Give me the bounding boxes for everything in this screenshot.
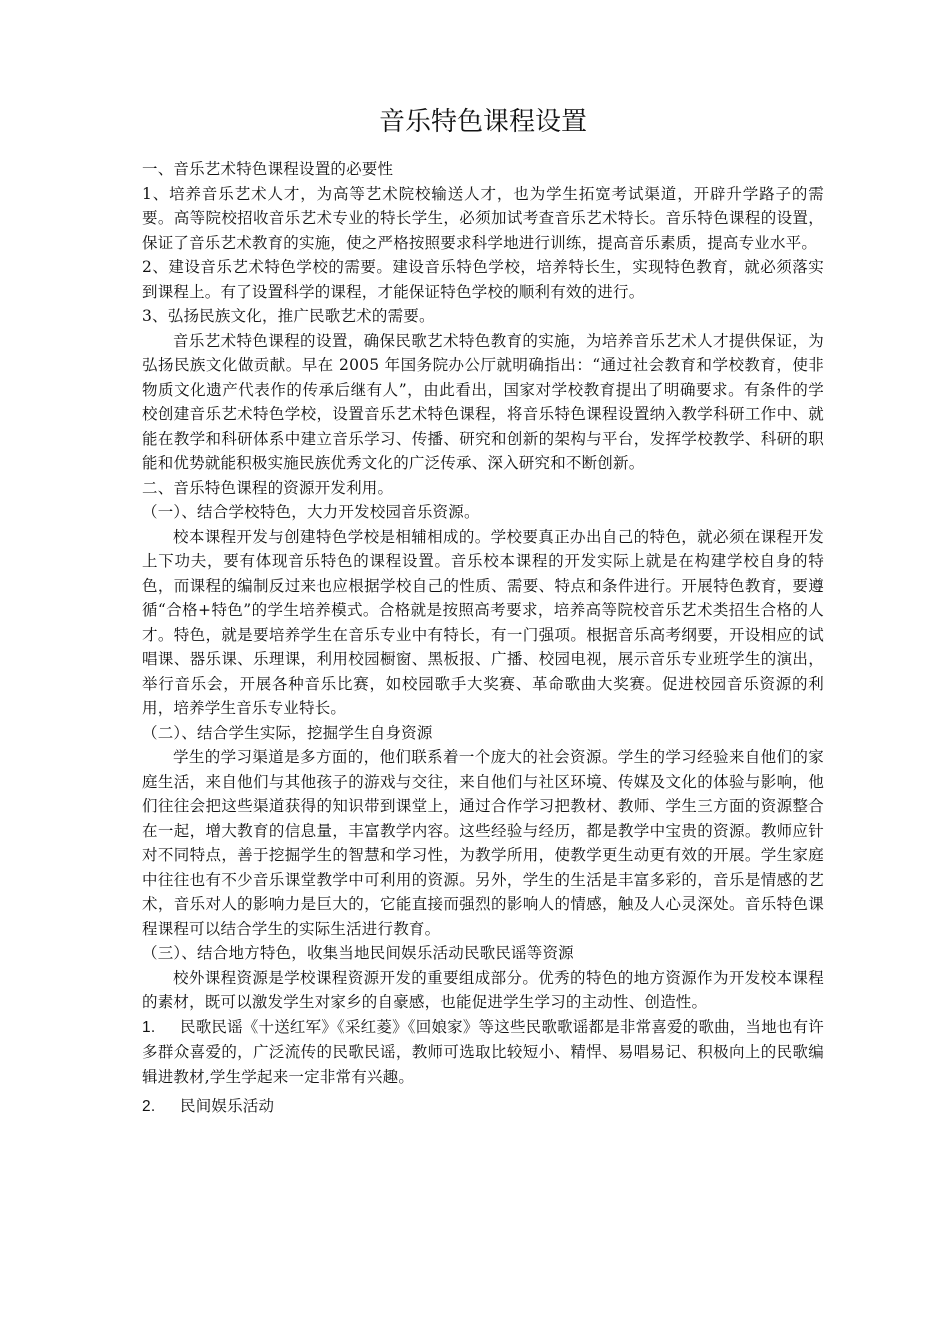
subsection-heading-1: （一）、结合学校特色，大力开发校园音乐资源。 bbox=[142, 503, 480, 521]
paragraph-7: 校外课程资源是学校课程资源开发的重要组成部分。优秀的特色的地方资源作为开发校本课程的素材，既可以激发学生对家乡的自豪感，也能促进学生学习的主动性、创造性。 bbox=[142, 968, 824, 1011]
list-item-1 bbox=[142, 1015, 824, 1090]
paragraph-3: 3、弘扬民族文化，推广民歌艺术的需要。 bbox=[142, 307, 435, 325]
document-title: 音乐特色课程设置 bbox=[378, 107, 587, 137]
paragraph-4: 音乐艺术特色课程的设置，确保民歌艺术特色教育的实施，为培养音乐艺术人才提供保证，为弘扬民族文化做贡献。早在 2005 年国务院办公厅就明确指出：“通过社会教育和学校教育，使非物质文化遗产代表作的传承后继有人”，由此看出，国家对学校教育提出了明确要求。有条件的学校创建音乐艺术特色学校，设置音乐艺术特色课程，将音乐特色课程设置纳入教学科研工作中、就能在教学和科研体系中建立音乐学习、传播、研究和创新的架构与平台，发挥学校教学、科研的职能和优势就能积极实施民族优秀文化的广泛传承、深入研究和不断创新。 bbox=[142, 331, 824, 472]
list-number: 2. bbox=[142, 1098, 156, 1115]
list-item-text: 民歌民谣《十送红军》《采红菱》《回娘家》等这些民歌歌谣都是非常喜爱的歌曲，当地也有许多群众喜爱的，广泛流传的民歌民谣，教师可选取比较短小、精悍、易唱易记、积极向上的民歌编辑进教材,学生学起来一定非常有兴趣。 bbox=[142, 1017, 824, 1086]
paragraph-6: 学生的学习渠道是多方面的，他们联系着一个庞大的社会资源。学生的学习经验来自他们的家庭生活，来自他们与其他孩子的游戏与交往，来自他们与社区环境、传媒及文化的体验与影响，他们往往会把这些渠道获得的知识带到课堂上，通过合作学习把教材、教师、学生三方面的资源整合在一起，增大教育的信息量，丰富教学内容。这些经验与经历，都是教学中宝贵的资源。教师应针对不同特点，善于挖掘学生的智慧和学习性，为教学所用，使教学更生动更有效的开展。学生家庭中往往也有不少音乐课堂教学中可利用的资源。另外，学生的生活是丰富多彩的，音乐是情感的艺术，音乐对人的影响力是巨大的，它能直接而强烈的影响人的情感，触及人心灵深处。音乐特色课程课程可以结合学生的实际生活进行教育。 bbox=[142, 748, 824, 938]
section-heading-2: 二、音乐特色课程的资源开发利用。 bbox=[142, 478, 394, 497]
list-number: 1. bbox=[142, 1018, 156, 1036]
paragraph-2: 2、建设音乐艺术特色学校的需要。建设音乐特色学校，培养特长生，实现特色教育，就必须落实到课程上。有了设置科学的课程，才能保证特色学校的顺利有效的进行。 bbox=[142, 258, 824, 301]
list-item-2 bbox=[142, 1094, 824, 1120]
paragraph-5: 校本课程开发与创建特色学校是相辅相成的。学校要真正办出自己的特色，就必须在课程开发上下功夫，要有体现音乐特色的课程设置。音乐校本课程的开发实际上就是在构建学校自身的特色，而课程的编制反过来也应根据学校自己的性质、需要、特点和条件进行。开展特色教育，要遵循“合格+特色”的学生培养模式。合格就是按照高考要求，培养高等院校音乐艺术类招生合格的人才。特色，就是要培养学生在音乐专业中有特长，有一门强项。根据音乐高考纲要，开设相应的试唱课、器乐课、乐理课，利用校园橱窗、黑板报、广播、校园电视，展示音乐专业班学生的演出，举行音乐会，开展各种音乐比赛，如校园歌手大奖赛、革命歌曲大奖赛。促进校园音乐资源的利用，培养学生音乐专业特长。 bbox=[142, 527, 824, 717]
paragraph-1: 1、培养音乐艺术人才，为高等艺术院校输送人才，也为学生拓宽考试渠道，开辟升学路子的需要。高等院校招收音乐艺术专业的特长学生，必须加试考查音乐艺术特长。音乐特色课程的设置，保证了音乐艺术教育的实施，使之严格按照要求科学地进行训练，提高音乐素质，提高专业水平。 bbox=[142, 184, 824, 252]
list-item-text: 民间娱乐活动 bbox=[180, 1097, 275, 1115]
subsection-heading-2: （二）、结合学生实际，挖掘学生自身资源 bbox=[142, 723, 433, 742]
document-page bbox=[142, 100, 824, 1120]
subsection-heading-3: （三）、结合地方特色，收集当地民间娱乐活动民歌民谣等资源 bbox=[142, 944, 574, 962]
section-heading-1: 一、音乐艺术特色课程设置的必要性 bbox=[142, 160, 394, 178]
